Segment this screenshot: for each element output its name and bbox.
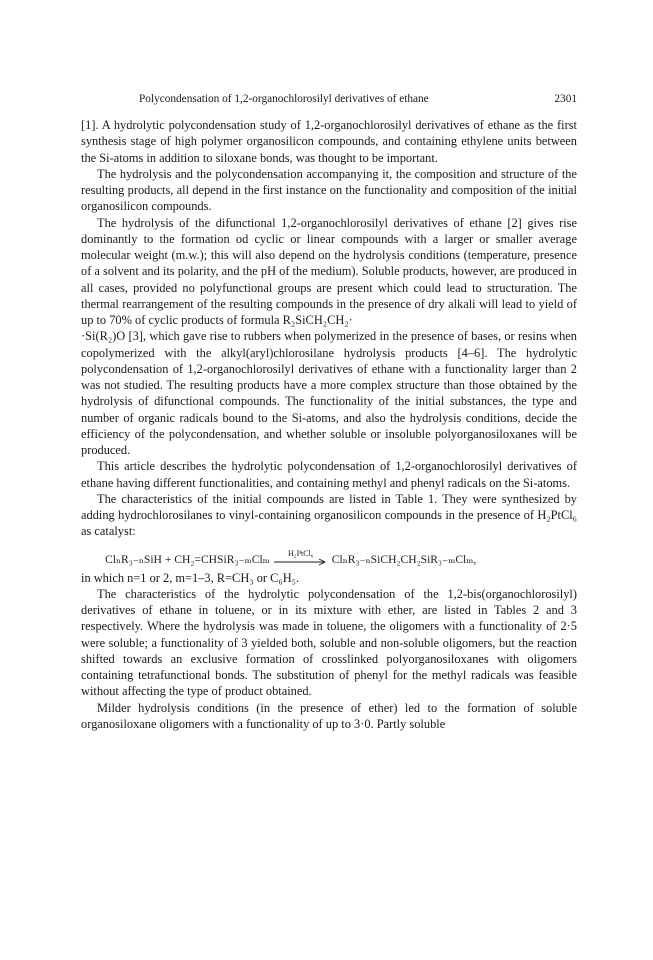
catalyst-label: H₂PtCl₆ — [288, 548, 314, 558]
reaction-arrow — [274, 549, 328, 566]
paragraph: Milder hydrolysis conditions (in the presence of ether) led to the formation of soluble organosiloxane oligomers with a functionality of up to 3·0. Partly soluble — [81, 700, 577, 731]
equation-products: ClₙR₃₋ₙSiCH₂CH₂SiR₃₋ₘClₘ, — [331, 552, 477, 566]
paragraph: The characteristics of the initial compounds are listed in Table 1. They were synthesized by adding hydrochlorosilanes to vinyl-containing organosilicon compounds in the presence of H₂PtCl₆ as catalyst: — [81, 491, 577, 539]
paragraph: The hydrolysis of the difunctional 1,2-organochlorosilyl derivatives of ethane [2] gives rise dominantly to the formation od cyclic or linear compounds with a larger or smaller average molecular weight (m.w.); this will also depend on the hydrolysis conditions (temperature, presence of a solvent and its polarity, and the pH of the medium). Soluble products, however, are produced in all cases, provided no polyfunctional groups are present which could lead to structuration. The thermal rearrangement of the resulting compounds in the presence of dry alkali will lead to yield of up to 70% of cyclic products of formula R₂SiCH₂CH₂· — [81, 215, 577, 327]
equation-reactants: ClₙR₃₋ₙSiH + CH₂=CHSiR₃₋ₘClₘ — [105, 552, 270, 566]
page-number: 2301 — [554, 93, 577, 105]
paragraph: in which n=1 or 2, m=1–3, R=CH₃ or C₆H₅. — [81, 570, 300, 585]
paragraph: This article describes the hydrolytic polycondensation of 1,2-organochlorosilyl derivatives of ethane having different functionalities, and containing methyl and phenyl radicals on the Si-atoms. — [81, 459, 577, 490]
paragraph: The characteristics of the hydrolytic polycondensation of the 1,2-bis(organochlorosilyl) derivatives of ethane in toluene, or in its mixture with ether, are listed in Tables 2 and 3 respectively. Where the hydrolysis was made in toluene, the oligomers with a functionality of 2·5 were soluble; a functionality of 3 yielded both, soluble and non-soluble oligomers, but the reaction shifted towards an exclusive formation of crosslinked polyorganosiloxanes with oligomers containing tetrafunctional bonds. The substitution of phenyl for the methyl radicals was feasible without affecting the type of product obtained. — [81, 586, 577, 699]
paper-page — [81, 92, 577, 732]
running-title: Polycondensation of 1,2-organochlorosilyl derivatives of ethane — [139, 93, 429, 105]
body-text — [81, 117, 577, 732]
paragraph: [1]. A hydrolytic polycondensation study of 1,2-organochlorosilyl derivatives of ethane as the first synthesis stage of high polymer organosilicon compounds, and containing ethylene units between the Si-atoms in addition to siloxane bonds, was thought to be important. — [81, 118, 577, 165]
right-arrow-icon — [274, 558, 328, 566]
paragraph: ·Si(R₂)O [3], which gave rise to rubbers when polymerized in the presence of bases, or resins when copolymerized with the alkyl(aryl)chlorosilane hydrolysis products [4–6]. The hydrolytic polycondensation of 1,2-organochlorosilyl derivatives of ethane with a functionality larger than 2 was not studied. The resulting products have a more complex structure than those obtained by the hydrolysis of difunctional compounds. The functionality of the initial substances, the type and number of organic radicals bound to the Si-atoms, and also the hydrolysis conditions, decide the efficiency of the polycondensation, and whether soluble or insoluble polyorganosiloxanes will be produced. — [81, 329, 577, 457]
running-header — [81, 92, 577, 106]
reaction-equation — [81, 548, 577, 568]
paragraph: The hydrolysis and the polycondensation accompanying it, the composition and structure of the resulting products, all depend in the first instance on the functionality and composition of the initial organosilicon compounds. — [81, 166, 577, 214]
